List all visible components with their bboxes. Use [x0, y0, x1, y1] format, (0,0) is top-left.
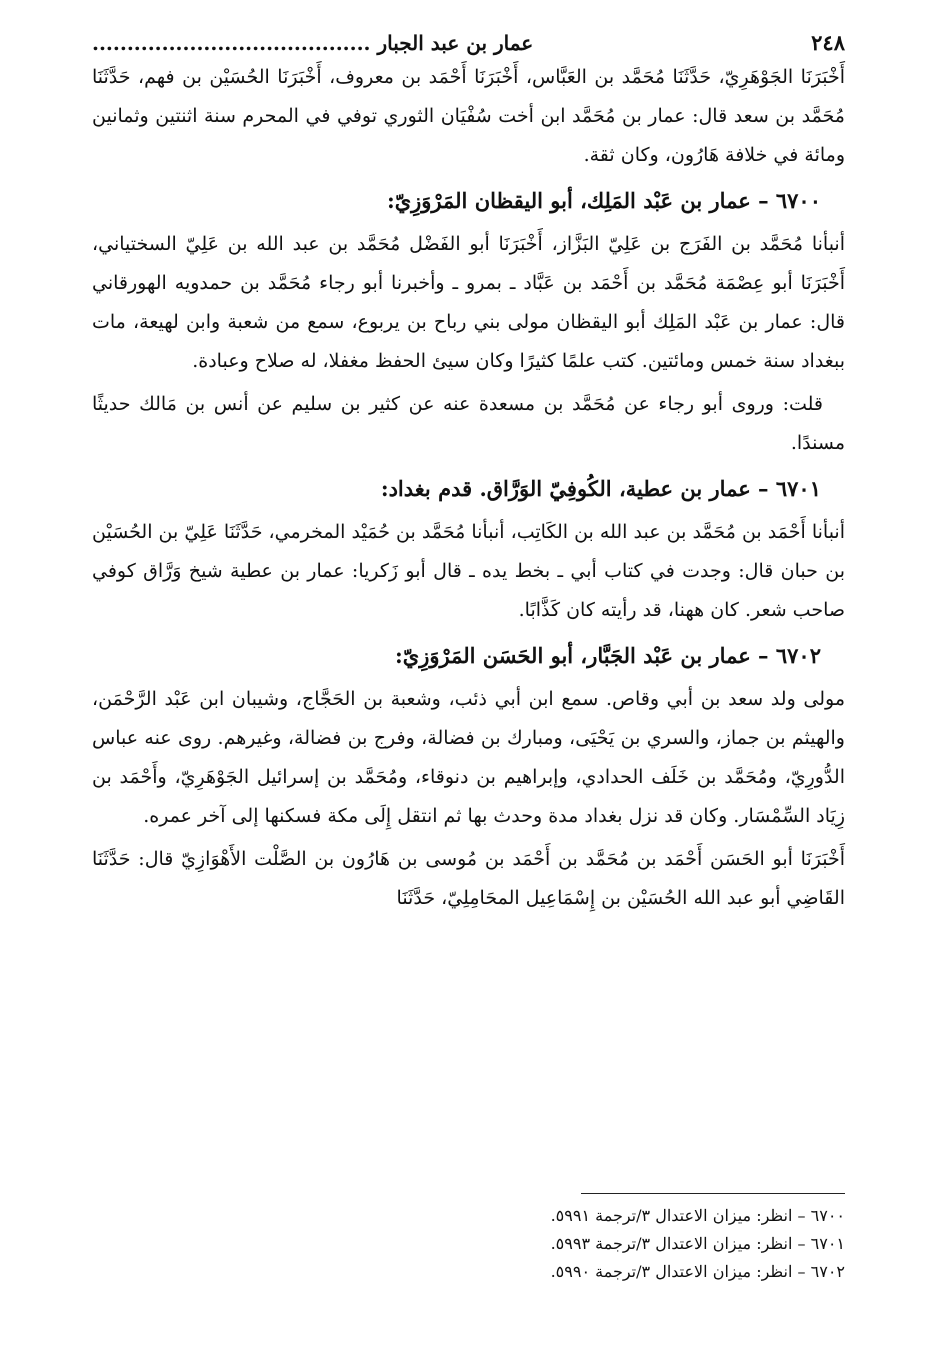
- entry-6700-paragraph-1: أنبأنا مُحَمَّد بن الفَرَج بن عَلِيّ البَزَّاز، أَخْبَرَنَا أبو الفَضْل مُحَمَّد بن عبد الله بن عَلِيّ السختياني، أَخْبَرَنَا أبو عِصْمَة مُحَمَّد بن أَحْمَد بن عَبَّاد ـ بمرو ـ وأخبرنا أبو رجاء مُحَمَّد بن حمدويه الهورقاني قال: عمار بن عَبْد المَلِك أبو اليقظان مولى بني رباح بن يربوع، سمع من شعبة وابن لهيعة، مات ببغداد سنة خمس ومائتين. كتب علمًا كثيرًا وكان سيئ الحفظ مغفلا، له صلاح وعبادة.: [92, 233, 845, 372]
- footnote-6701: ٦٧٠١ – انظر: ميزان الاعتدال ٣/ترجمة ٥٩٩٣.: [550, 1234, 845, 1253]
- entry-6701-paragraph-1: أنبأنا أَحْمَد بن مُحَمَّد بن عبد الله بن الكَاتِب، أنبأنا مُحَمَّد بن حُمَيْد المخرمي، حَدَّثَنَا عَلِيّ بن الحُسَيْن بن حبان قال: وجدت في كتاب أبي ـ بخط يده ـ قال أبو زَكريا: عمار بن عطية شيخ وَرَّاق كوفي صاحب شعر. كان ههنا، قد رأيته كان كَذَّابًا.: [92, 521, 845, 621]
- entry-6702-paragraph-2: أَخْبَرَنَا أبو الحَسَن أَحْمَد بن مُحَمَّد بن أَحْمَد بن مُوسى بن هَارُون بن الصَّلْت الأَهْوَازِيّ قال: حَدَّثَنَا القَاضِي أبو عبد الله الحُسَيْن بن إِسْمَاعِيل المحَامِلِيّ، حَدَّثَنَا: [92, 848, 845, 909]
- entry-6700-paragraph-2: قلت: وروى أبو رجاء عن مُحَمَّد بن مسعدة عنه عن كثير بن سليم عن أنس بن مَالك حديثًا مسندًا.: [92, 393, 845, 454]
- entry-heading-6700: ٦٧٠٠ – عمار بن عَبْد المَلِك، أبو اليقظان المَرْوَزِيّ:: [386, 188, 821, 213]
- entry-heading-6701: ٦٧٠١ – عمار بن عطية، الكُوفِيّ الوَرَّاق. قدم بغداد:: [380, 476, 821, 501]
- entry-6702-paragraph-1: مولى ولد سعد بن أبي وقاص. سمع ابن أبي ذئب، وشعبة بن الحَجَّاج، وشيبان ابن عَبْد الرَّحْمَن، والهيثم بن جماز، والسري بن يَحْيَى، ومبارك بن فضالة، وفرج بن فضالة، وغيرهم. روى عنه عباس الدُّورِيّ، ومُحَمَّد بن خَلَف الحدادي، وإبراهيم بن دنوقاء، ومُحَمَّد بن إسرائيل الجَوْهَرِيّ، وأَحْمَد بن زِيَاد السِّمْسَار. وكان قد نزل بغداد مدة وحدث بها ثم انتقل إِلَى مكة فسكنها إلى آخر عمره.: [92, 688, 845, 827]
- footnote-6700: ٦٧٠٠ – انظر: ميزان الاعتدال ٣/ترجمة ٥٩٩١.: [550, 1206, 845, 1225]
- footnote-separator: [581, 1193, 845, 1194]
- entry-heading-6702: ٦٧٠٢ – عمار بن عَبْد الجَبَّار، أبو الحَسَن المَرْوَزِيّ:: [395, 643, 821, 668]
- page-header: [92, 28, 845, 58]
- footnote-6702: ٦٧٠٢ – انظر: ميزان الاعتدال ٣/ترجمة ٥٩٩٠.: [550, 1262, 845, 1281]
- running-head: عمار بن عبد الجبار ........................................: [92, 31, 534, 55]
- intro-paragraph: أَخْبَرَنَا الجَوْهَرِيّ، حَدَّثَنَا مُحَمَّد بن العَبَّاس، أَخْبَرَنَا أَحْمَد بن معروف، أَخْبَرَنَا الحُسَيْن بن فهم، حَدَّثَنَا مُحَمَّد بن سعد قال: عمار بن مُحَمَّد ابن أخت سُفْيَان الثوري توفي في المحرم سنة اثنتين وثمانين ومائة في خلافة هَارُون، وكان ثقة.: [92, 66, 845, 166]
- page-number: ٢٤٨: [811, 30, 845, 55]
- footnotes: [92, 1193, 845, 1286]
